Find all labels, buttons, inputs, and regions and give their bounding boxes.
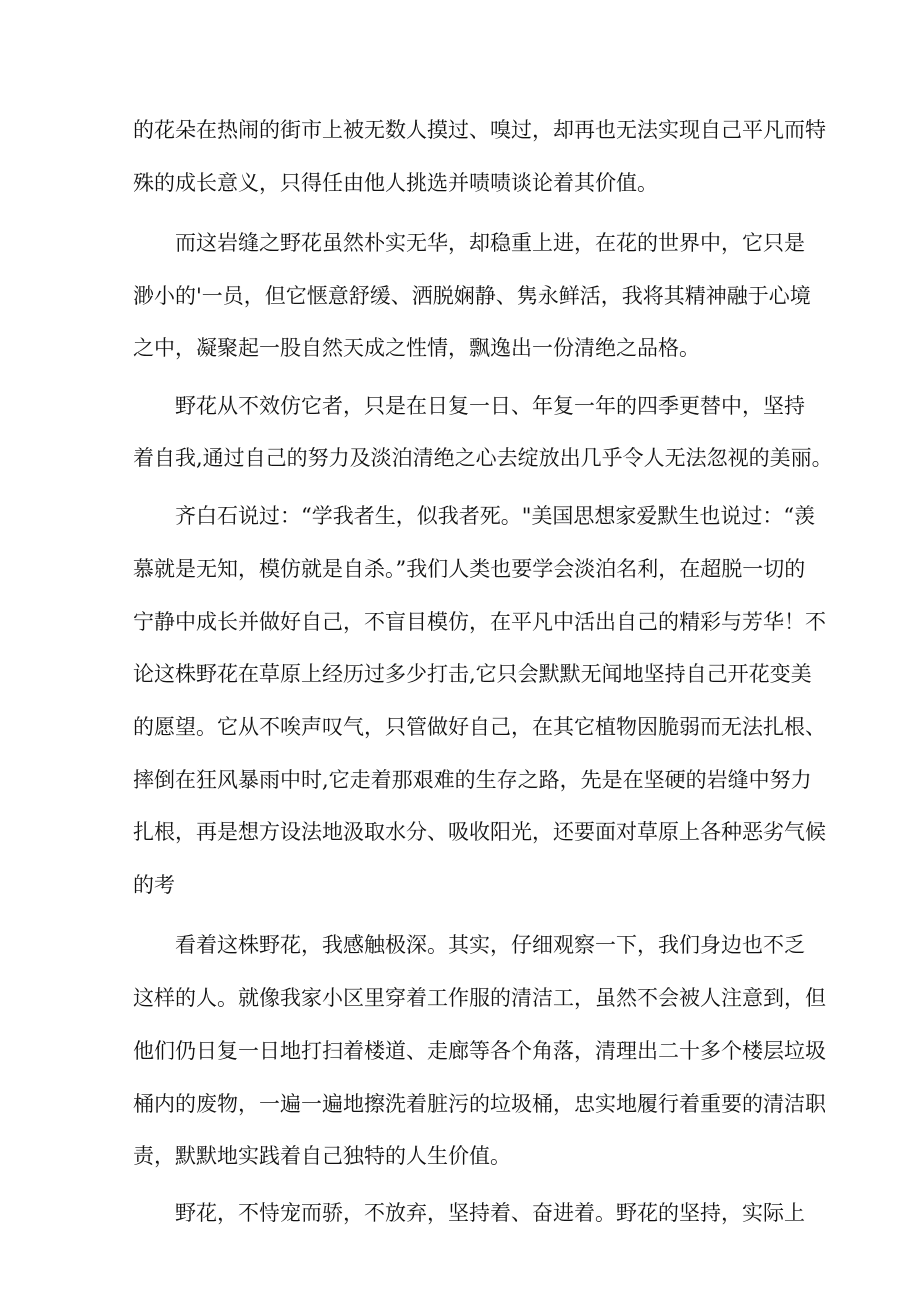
- text-line: 渺小的'一员，但它惬意舒缓、洒脱娴静、隽永鲜活，我将其精神融于心境: [133, 284, 811, 308]
- text-line: 责，默默地实践着自己独特的人生价值。: [133, 1144, 511, 1168]
- text-line: 野花从不效仿它者，只是在日复一日、年复一年的四季更替中，坚持: [175, 394, 805, 418]
- text-line: 扎根，再是想方设法地汲取水分、吸收阳光，还要面对草原上各种恶劣气候: [133, 820, 826, 844]
- text-line: 野花，不恃宠而骄，不放弃，坚持着、奋进着。野花的坚持，实际上: [175, 1201, 805, 1225]
- text-line: 这样的人。就像我家小区里穿着工作服的清洁工，虽然不会被人注意到，但: [133, 986, 826, 1010]
- text-line: 的花朵在热闹的街市上被无数人摸过、嗅过，却再也无法实现自己平凡而特: [133, 118, 826, 142]
- text-line: 齐白石说过：“学我者生，似我者死。"美国思想家爱默生也说过：“羡: [175, 504, 816, 528]
- text-line: 慕就是无知，模仿就是自杀。”我们人类也要学会淡泊名利，在超脱一切的: [133, 557, 806, 581]
- text-line: 的考: [133, 873, 175, 897]
- text-line: 论这株野花在草原上经历过多少打击,它只会默默无闻地坚持自己开花变美: [133, 662, 812, 686]
- text-line: 他们仍日复一日地打扫着楼道、走廊等各个角落，清理出二十多个楼层垃圾: [133, 1039, 826, 1063]
- text-line: 桶内的废物，一遍一遍地擦洗着脏污的垃圾桶，忠实地履行着重要的清洁职: [133, 1092, 826, 1116]
- text-line: 看着这株野花，我感触极深。其实，仔细观察一下，我们身边也不乏: [175, 933, 805, 957]
- text-line: 而这岩缝之野花虽然朴实无华，却稳重上进，在花的世界中，它只是: [175, 231, 805, 255]
- text-line: 着自我,通过自己的努力及淡泊清绝之心去绽放出几乎令人无法忽视的美丽。: [133, 446, 833, 470]
- text-line: 宁静中成长并做好自己，不盲目模仿，在平凡中活出自己的精彩与芳华！不: [133, 610, 826, 634]
- text-line: 殊的成长意义，只得任由他人挑选并啧啧谈论着其价值。: [133, 171, 658, 195]
- text-line: 摔倒在狂风暴雨中时,它走着那艰难的生存之路，先是在坚硬的岩缝中努力: [133, 768, 812, 792]
- text-line: 之中，凝聚起一股自然天成之性情，飘逸出一份清绝之品格。: [133, 336, 700, 360]
- text-line: 的愿望。它从不唉声叹气，只管做好自己，在其它植物因脆弱而无法扎根、: [133, 715, 826, 739]
